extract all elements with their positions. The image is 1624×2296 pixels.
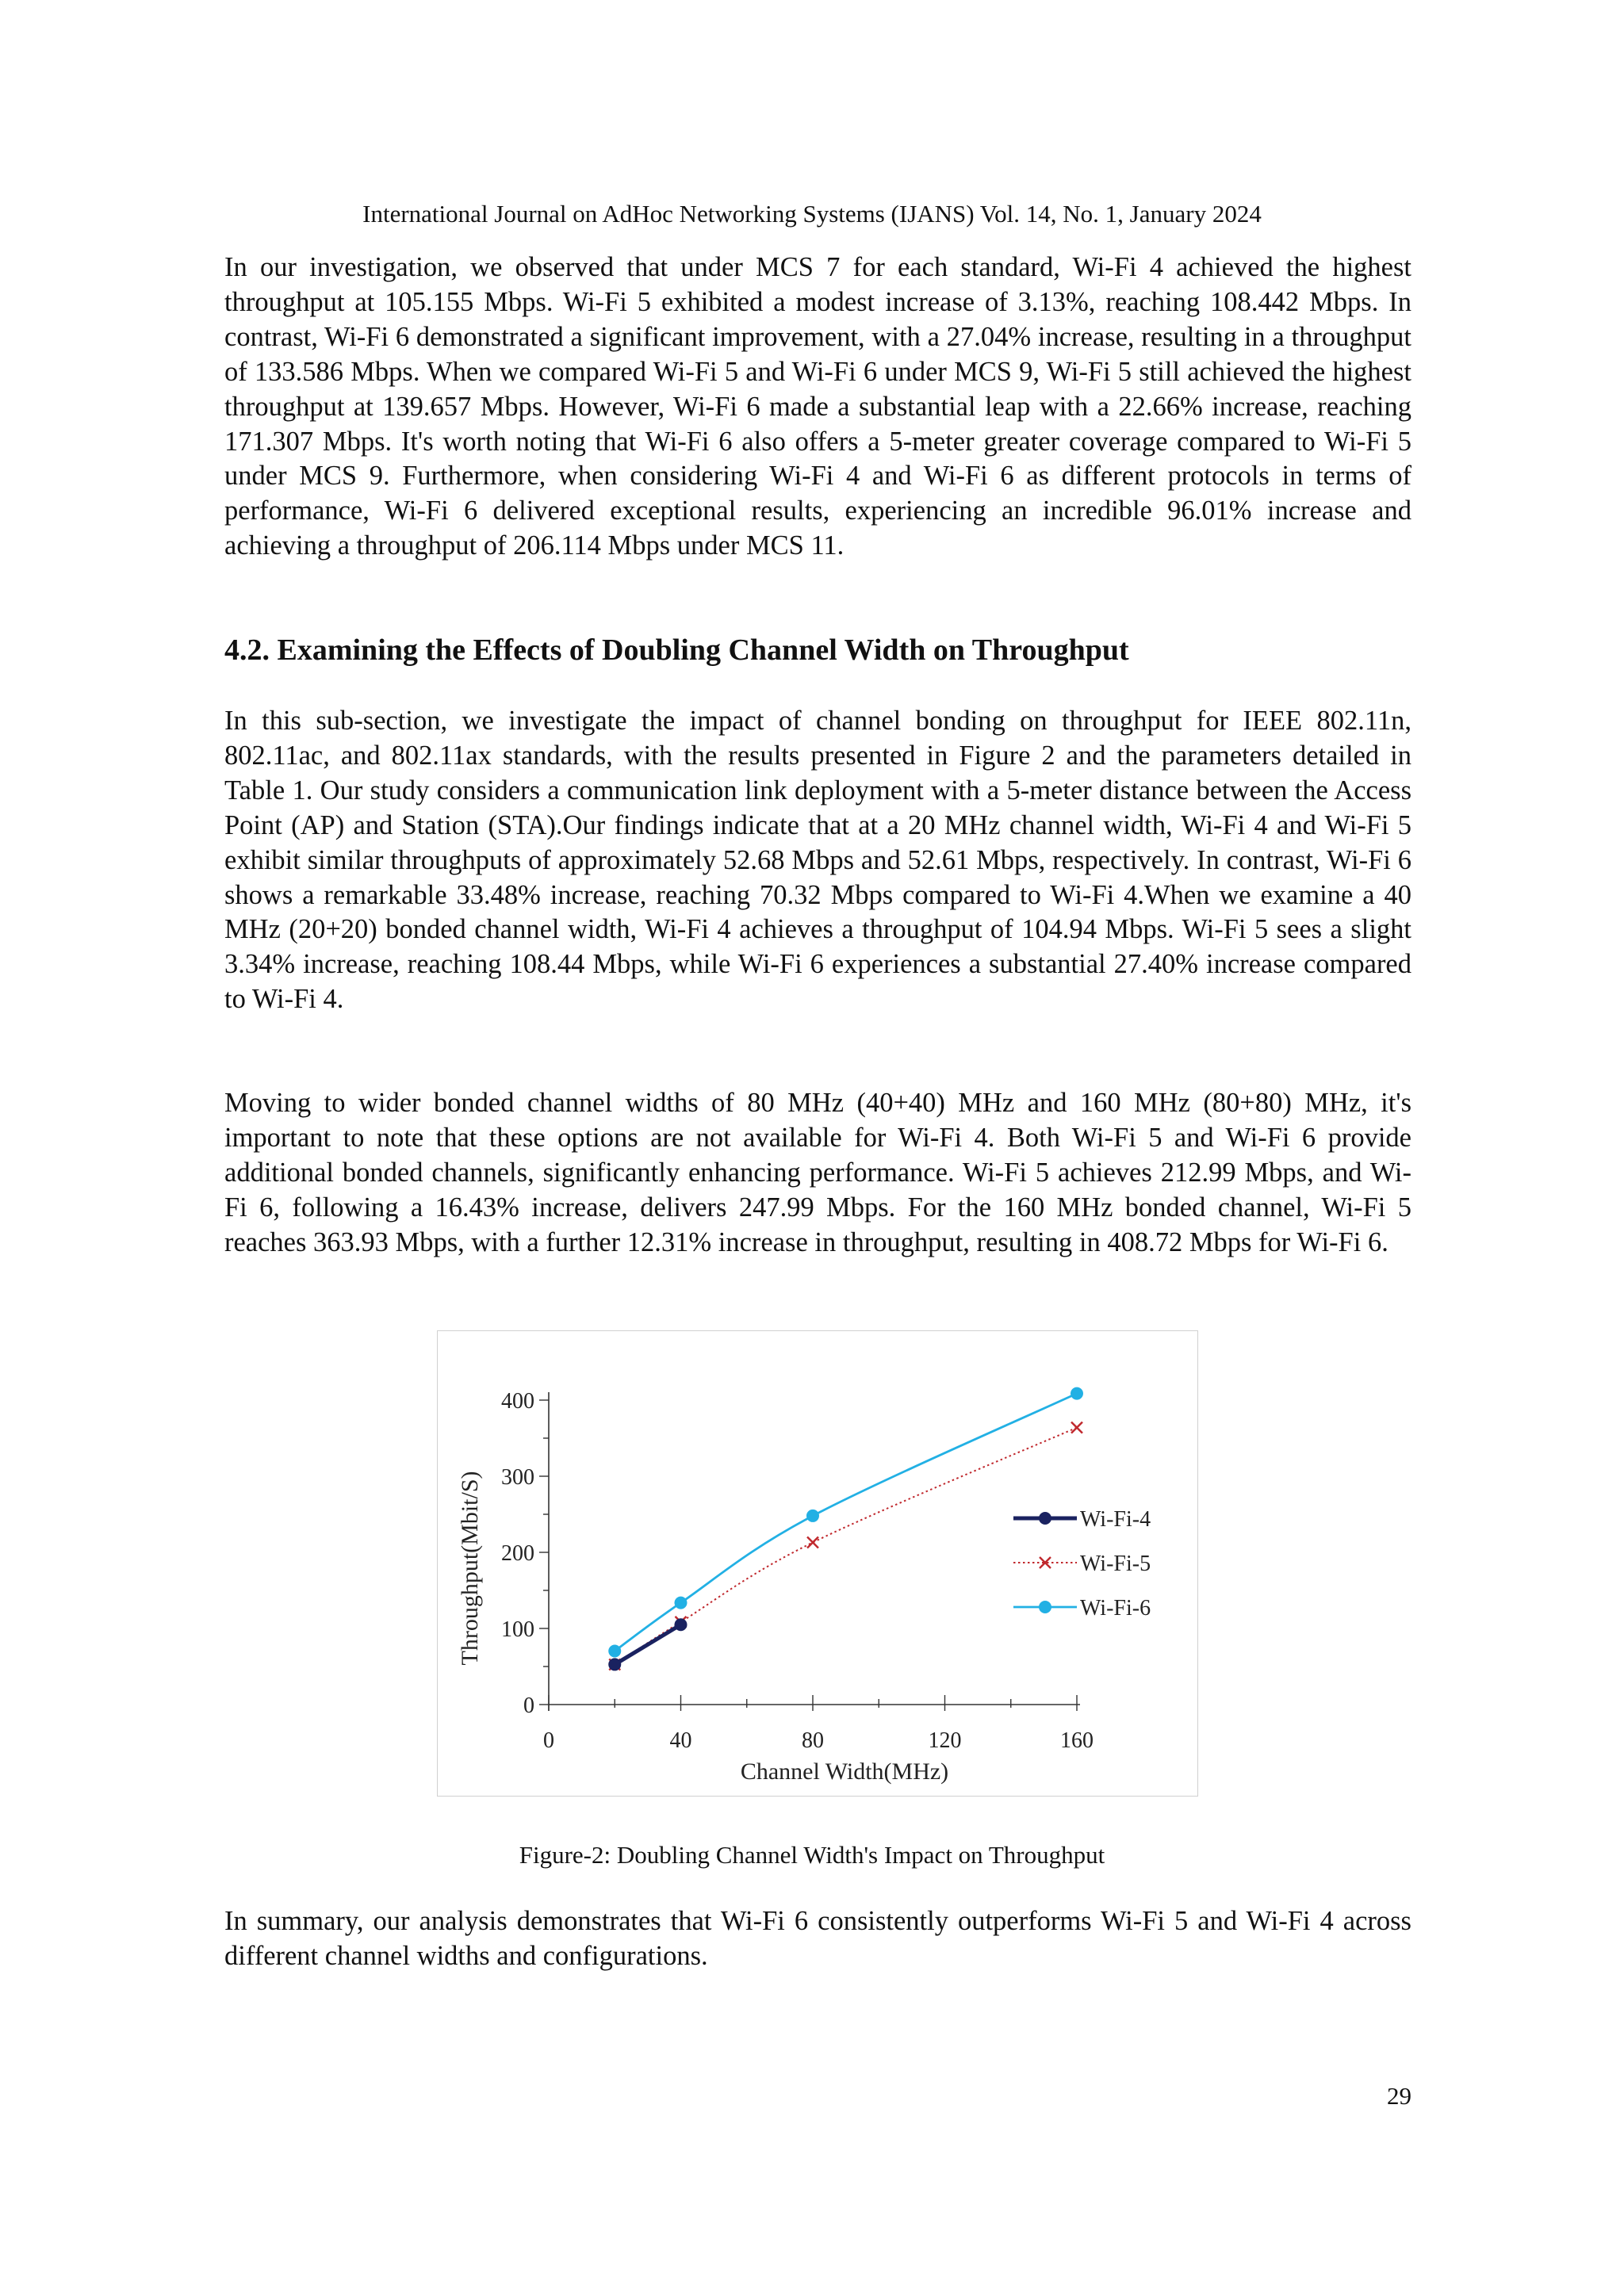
data-point-wi-fi-6 — [609, 1645, 621, 1657]
legend-marker-wi-fi-4 — [1040, 1513, 1051, 1525]
data-point-wi-fi-4 — [609, 1659, 621, 1670]
y-tick-label: 300 — [501, 1465, 534, 1490]
figure-2 — [437, 1330, 1198, 1797]
paragraph-summary: In summary, our analysis demonstrates that Wi-Fi 6 consistently outperforms Wi-Fi 5 and Wi-Fi 4 across different channel widths and configurations. — [224, 1906, 1411, 1971]
page-number: 29 — [1387, 2082, 1411, 2110]
x-tick-label: 80 — [802, 1728, 824, 1753]
data-point-wi-fi-6 — [1071, 1387, 1083, 1399]
data-point-wi-fi-5 — [807, 1537, 818, 1548]
data-point-wi-fi-4 — [675, 1619, 687, 1631]
legend-marker-wi-fi-6 — [1040, 1601, 1051, 1613]
y-axis-title: Throughput(Mbit/S) — [457, 1471, 483, 1666]
y-tick-label: 400 — [501, 1389, 534, 1414]
x-tick-label: 40 — [669, 1728, 692, 1753]
y-tick-label: 200 — [501, 1541, 534, 1566]
x-tick-label: 160 — [1060, 1728, 1094, 1753]
paragraph-mcs-results: In our investigation, we observed that under MCS 7 for each standard, Wi-Fi 4 achieved the highest throughput at 105.155 Mbps. Wi-Fi 5 exhibited a modest increase of 3.13%, reaching 108.442 Mbps. In contrast, Wi-Fi 6 demonstrated a significant improvement, with a 27.04% increase, resulting in a throughput of 133.586 Mbps. When we compared Wi-Fi 5 and Wi-Fi 6 under MCS 9, Wi-Fi 5 still achieved the highest throughput at 139.657 Mbps. However, Wi-Fi 6 made a substantial leap with a 22.66% increase, reaching 171.307 Mbps. It's worth noting that Wi-Fi 6 also offers a 5-meter greater coverage compared to Wi-Fi 5 under MCS 9. Furthermore, when considering Wi-Fi 4 and Wi-Fi 6 as different protocols in terms of performance, Wi-Fi 6 delivered exceptional results, experiencing an incredible 96.01% increase and achieving a throughput of 206.114 Mbps under MCS 11. — [224, 252, 1411, 561]
paragraph-wider-channels: Moving to wider bonded channel widths of 80 MHz (40+40) MHz and 160 MHz (80+80) MHz, it's important to note that these options are not available for Wi-Fi 4. Both Wi-Fi 5 and Wi-Fi 6 provide additional bonded channels, significantly enhancing performance. Wi-Fi 5 achieves 212.99 Mbps, and Wi-Fi 6, following a 16.43% increase, delivers 247.99 Mbps. For the 160 MHz bonded channel, Wi-Fi 5 reaches 363.93 Mbps, with a further 12.31% increase in throughput, resulting in 408.72 Mbps for Wi-Fi 6. — [224, 1088, 1411, 1257]
series-line-wi-fi-6 — [615, 1394, 1077, 1651]
running-header: International Journal on AdHoc Networking Systems (IJANS) Vol. 14, No. 1, January 2024 — [362, 200, 1262, 228]
y-tick-label: 100 — [501, 1617, 534, 1642]
legend-label-wi-fi-5: Wi-Fi-5 — [1080, 1552, 1151, 1576]
section-heading: 4.2. Examining the Effects of Doubling Channel Width on Throughput — [224, 633, 1129, 667]
legend-label-wi-fi-6: Wi-Fi-6 — [1080, 1596, 1151, 1621]
x-tick-label: 0 — [543, 1728, 554, 1753]
y-tick-label: 0 — [523, 1693, 534, 1718]
legend-marker-wi-fi-5 — [1040, 1557, 1051, 1568]
x-axis-title: Channel Width(MHz) — [740, 1758, 949, 1785]
legend-label-wi-fi-4: Wi-Fi-4 — [1080, 1507, 1151, 1532]
data-point-wi-fi-6 — [807, 1510, 819, 1521]
data-point-wi-fi-6 — [675, 1597, 687, 1609]
x-tick-label: 120 — [928, 1728, 962, 1753]
throughput-line-chart — [438, 1331, 1199, 1797]
data-point-wi-fi-5 — [1071, 1422, 1082, 1433]
paragraph-channel-bonding: In this sub-section, we investigate the impact of channel bonding on throughput for IEEE 802.11n, 802.11ac, and 802.11ax standards, with the results presented in Figure 2 and the parameters detailed in Table 1. Our study considers a communication link deployment with a 5-meter distance between the Access Point (AP) and Station (STA).Our findings indicate that at a 20 MHz channel width, Wi-Fi 4 and Wi-Fi 5 exhibit similar throughputs of approximately 52.68 Mbps and 52.61 Mbps, respectively. In contrast, Wi-Fi 6 shows a remarkable 33.48% increase, reaching 70.32 Mbps compared to Wi-Fi 4.When we examine a 40 MHz (20+20) bonded channel width, Wi-Fi 4 achieves a throughput of 104.94 Mbps. Wi-Fi 5 sees a slight 3.34% increase, reaching 108.44 Mbps, while Wi-Fi 6 experiences a substantial 27.40% increase compared to Wi-Fi 4. — [224, 706, 1411, 1015]
figure-caption: Figure-2: Doubling Channel Width's Impact on Throughput — [519, 1841, 1105, 1869]
